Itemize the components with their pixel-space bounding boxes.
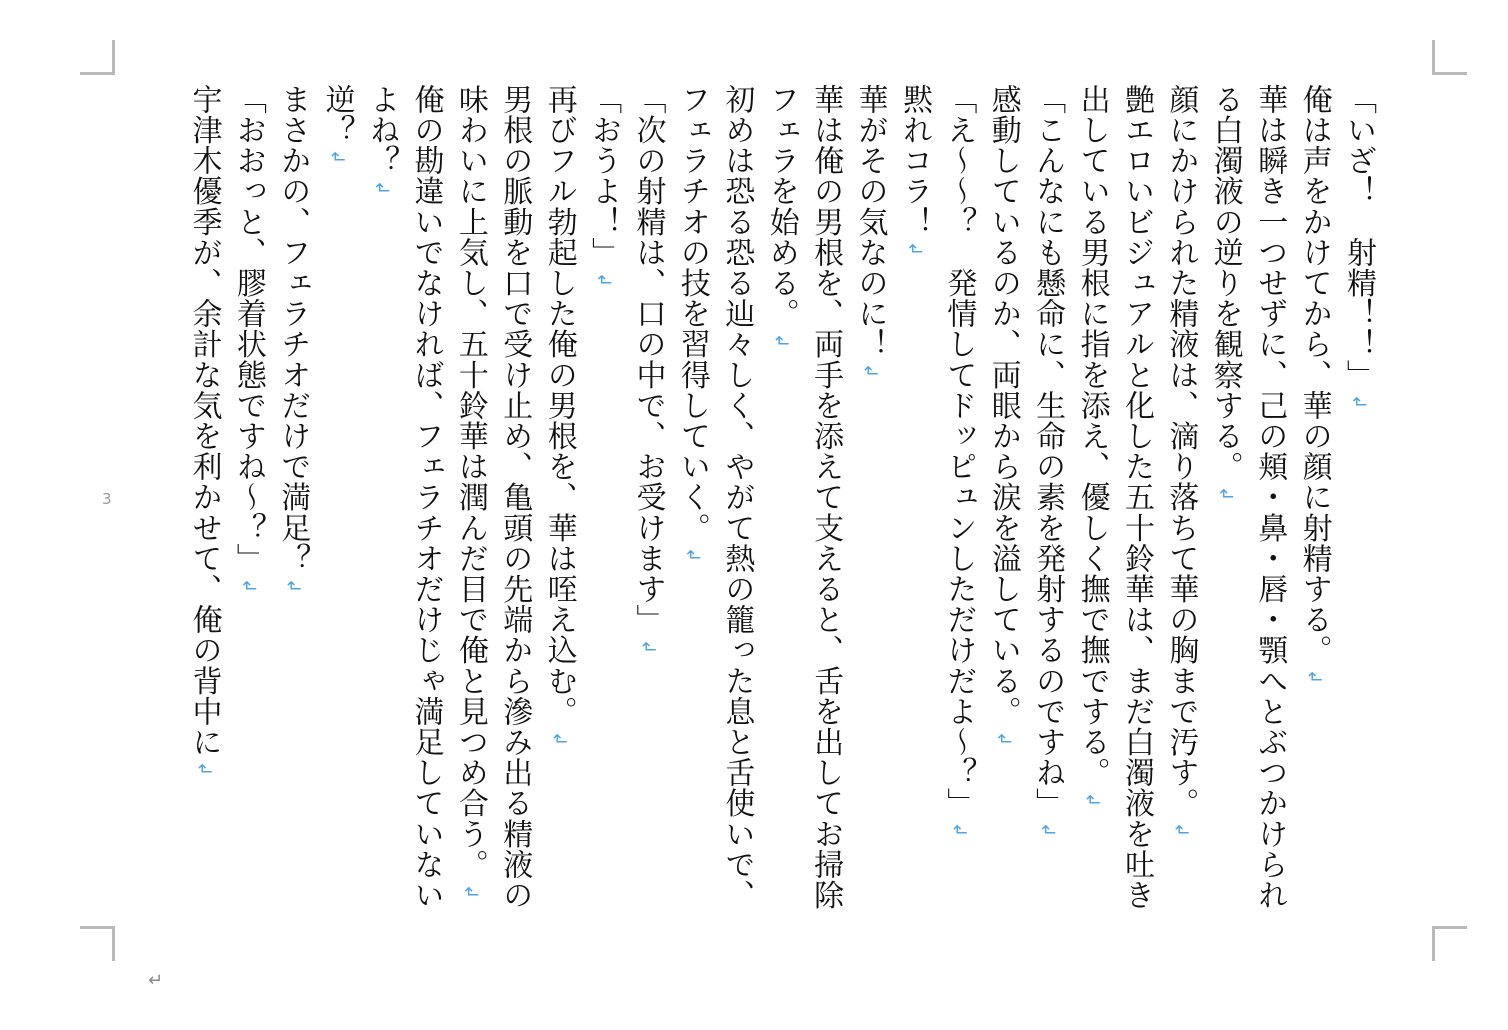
crop-mark-top-left <box>80 40 115 75</box>
paragraph: 「おおっと、膠着状態ですね～？」 ↲ <box>225 84 269 934</box>
crop-mark-top-right <box>1432 40 1467 75</box>
vertical-text-body[interactable] <box>120 84 1380 934</box>
paragraph: 男根の脈動を口で受け止め、亀頭の先端から滲み出る精液の味わいに上気し、五十鈴華は潤んだ目で俺と見つめ合う。 ↲ <box>447 84 536 934</box>
paragraph: 「え～～？ 発情してドッピュンしただけだよ～？」 ↲ <box>936 84 980 934</box>
paragraph: まさかの、フェラチオだけで満足？ ↲ <box>270 84 314 934</box>
paragraph: 再びフル勃起した俺の男根を、華は咥え込む。 ↲ <box>536 84 580 934</box>
end-of-document-mark: ↵ <box>148 970 164 991</box>
paragraph: 「次の射精は、口の中で、お受けます」 ↲ <box>625 84 669 934</box>
paragraph: 華がその気なのに！ ↲ <box>847 84 891 934</box>
paragraph: 艶エロいビジュアルと化した五十鈴華は、まだ白濁液を吐き出している男根に指を添え、優しく撫で撫でする。 ↲ <box>1069 84 1158 934</box>
page-number: 3 <box>102 490 112 508</box>
paragraph: 逆？ ↲ <box>314 84 358 934</box>
paragraph: 宇津木優季が、余計な気を利かせて、俺の背中に ↲ <box>181 84 225 934</box>
paragraph: 黙れコラ！ ↲ <box>892 84 936 934</box>
crop-mark-bottom-left <box>80 926 115 961</box>
paragraph: 俺の勘違いでなければ、フェラチオだけじゃ満足していないよね？ ↲ <box>359 84 448 934</box>
paragraph: 初めは恐る恐る辿々しく、やがて熱の籠った息と舌使いで、フェラチオの技を習得していく。 ↲ <box>670 84 759 934</box>
paragraph: 「こんなにも懸命に、生命の素を発射するのですね」 ↲ <box>1025 84 1069 934</box>
paragraph: 顔にかけられた精液は、滴り落ちて華の胸まで汚す。 ↲ <box>1158 84 1202 934</box>
paragraph: 俺は声をかけてから、華の顔に射精する。 ↲ <box>1291 84 1335 934</box>
crop-mark-bottom-right <box>1432 926 1467 961</box>
paragraph: 感動しているのか、両眼から涙を溢している。 ↲ <box>980 84 1024 934</box>
paragraph: 「おうよ！」 ↲ <box>581 84 625 934</box>
paragraph: 「いざ！ 射精！！」 ↲ <box>1336 84 1380 934</box>
paragraph: 華は瞬き一つせずに、己の頬・鼻・唇・顎へとぶつかけられる白濁液の逆りを観察する。 ↲ <box>1202 84 1291 934</box>
paragraph: 華は俺の男根を、両手を添えて支えると、舌を出してお掃除フェラを始める。 ↲ <box>758 84 847 934</box>
